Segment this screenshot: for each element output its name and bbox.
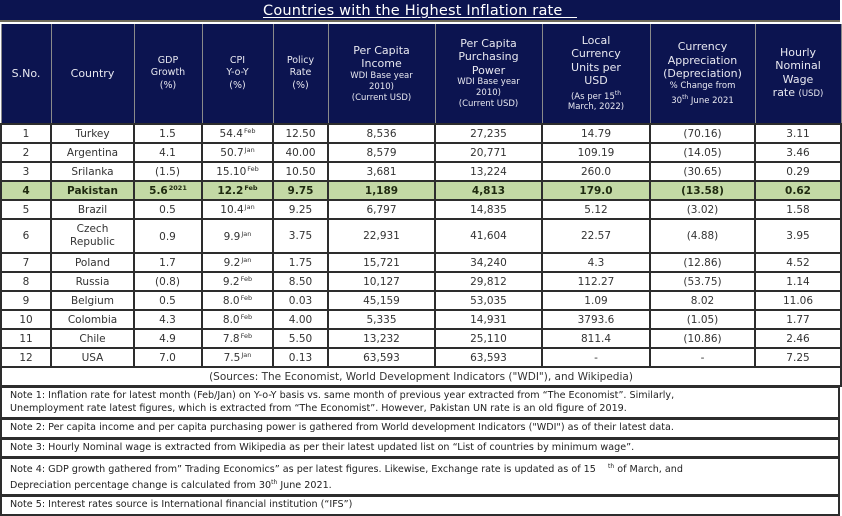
table-row xyxy=(1,162,841,181)
sources-text: (Sources: The Economist, World Development Indicators ("WDI"), and Wikipedia) xyxy=(1,367,841,386)
cell-depr: (14.05) xyxy=(650,143,755,162)
cell-pci: 8,536 xyxy=(328,124,435,143)
note-3: Note 3: Hourly Nominal wage is extracted from Wikipedia as per their latest updated list on “List of countries by minimum wage”. xyxy=(0,439,840,459)
cell-policy: 9.25 xyxy=(273,200,328,219)
cell-country: Colombia xyxy=(51,310,134,329)
cell-fx: 3793.6 xyxy=(542,310,650,329)
cell-fx: 109.19 xyxy=(542,143,650,162)
cell-gdp: $5.6^{2021}$ xyxy=(134,181,202,200)
cell-cpi: $8.0^{Feb}$ xyxy=(202,291,273,310)
cell-gdp: 7.0 xyxy=(134,348,202,367)
cell-fx: 1.09 xyxy=(542,291,650,310)
note-1: Note 1: Inflation rate for latest month (Feb/Jan) on Y-o-Y basis vs. same month of previous year extracted from “The Economist”. Similarly, Unemployment rate latest figures, which is extracted from “The Economist”. However, Pakistan UN rate is an old figure of 2019. xyxy=(0,387,840,419)
cell-wage: 3.95 xyxy=(755,219,841,253)
table-row xyxy=(1,143,841,162)
cell-wage: 7.25 xyxy=(755,348,841,367)
note-2: Note 2: Per capita income and per capita purchasing power is gathered from World development Indicators ("WDI") as of their latest data. xyxy=(0,419,840,439)
cell-wage: 2.46 xyxy=(755,329,841,348)
cell-pci: 22,931 xyxy=(328,219,435,253)
cell-fx: 22.57 xyxy=(542,219,650,253)
cell-policy: 8.50 xyxy=(273,272,328,291)
cell-wage: 0.62 xyxy=(755,181,841,200)
header-local-currency: Local Currency Units per USD (As per 15th March, 2022) xyxy=(542,24,650,124)
cell-cpi: $9.2^{Jan}$ xyxy=(202,253,273,272)
cell-gdp: 1.7 xyxy=(134,253,202,272)
cell-policy: 9.75 xyxy=(273,181,328,200)
header-gdp-growth: GDP Growth (%) xyxy=(134,24,202,124)
cell-fx: 260.0 xyxy=(542,162,650,181)
cell-gdp: 4.1 xyxy=(134,143,202,162)
cell-policy: 4.00 xyxy=(273,310,328,329)
cell-sno: 12 xyxy=(1,348,51,367)
cell-depr: (13.58) xyxy=(650,181,755,200)
cell-wage: 3.46 xyxy=(755,143,841,162)
header-policy-rate: Policy Rate (%) xyxy=(273,24,328,124)
inflation-table xyxy=(0,24,842,387)
cell-country: USA xyxy=(51,348,134,367)
cell-pci: 13,232 xyxy=(328,329,435,348)
cell-sno: 7 xyxy=(1,253,51,272)
table-row xyxy=(1,291,841,310)
page-title: Countries with the Highest Inflation rate xyxy=(263,3,563,19)
cell-sno: 6 xyxy=(1,219,51,253)
table-row xyxy=(1,124,841,143)
cell-country: Turkey xyxy=(51,124,134,143)
cell-policy: 1.75 xyxy=(273,253,328,272)
cell-cpi: $12.2^{Feb}$ xyxy=(202,181,273,200)
cell-ppp: 41,604 xyxy=(435,219,542,253)
cell-ppp: 27,235 xyxy=(435,124,542,143)
header-per-capita-income: Per Capita Income WDI Base year 2010) (Current USD) xyxy=(328,24,435,124)
table-row xyxy=(1,200,841,219)
cell-pci: 15,721 xyxy=(328,253,435,272)
note-5: Note 5: Interest rates source is International financial institution (“IFS”) xyxy=(0,496,840,516)
cell-depr: (10.86) xyxy=(650,329,755,348)
cell-fx: 179.0 xyxy=(542,181,650,200)
cell-country: Belgium xyxy=(51,291,134,310)
cell-gdp: (0.8) xyxy=(134,272,202,291)
cell-sno: 4 xyxy=(1,181,51,200)
cell-wage: 0.29 xyxy=(755,162,841,181)
cell-depr: (12.86) xyxy=(650,253,755,272)
cell-fx: 112.27 xyxy=(542,272,650,291)
cell-fx: - xyxy=(542,348,650,367)
cell-pci: 8,579 xyxy=(328,143,435,162)
cell-country: Srilanka xyxy=(51,162,134,181)
header-sno: S.No. xyxy=(1,24,51,124)
cell-policy: 0.03 xyxy=(273,291,328,310)
cell-sno: 3 xyxy=(1,162,51,181)
cell-ppp: 13,224 xyxy=(435,162,542,181)
cell-ppp: 29,812 xyxy=(435,272,542,291)
cell-cpi: $9.9^{Jan}$ xyxy=(202,219,273,253)
header-hourly-wage: Hourly Nominal Wage rate (USD) xyxy=(755,24,841,124)
cell-country: Brazil xyxy=(51,200,134,219)
cell-ppp: 63,593 xyxy=(435,348,542,367)
cell-cpi: $7.8^{Feb}$ xyxy=(202,329,273,348)
cell-cpi: $10.4^{Jan}$ xyxy=(202,200,273,219)
cell-pci: 1,189 xyxy=(328,181,435,200)
sources-row xyxy=(1,367,841,386)
cell-gdp: 4.3 xyxy=(134,310,202,329)
cell-ppp: 14,835 xyxy=(435,200,542,219)
header-purchasing-power: Per Capita Purchasing Power WDI Base year 2010) (Current USD) xyxy=(435,24,542,124)
cell-sno: 11 xyxy=(1,329,51,348)
cell-gdp: 1.5 xyxy=(134,124,202,143)
cell-fx: 5.12 xyxy=(542,200,650,219)
cell-cpi: $54.4^{Feb}$ xyxy=(202,124,273,143)
cell-country: Russia xyxy=(51,272,134,291)
cell-sno: 5 xyxy=(1,200,51,219)
cell-wage: 1.77 xyxy=(755,310,841,329)
cell-sno: 2 xyxy=(1,143,51,162)
cell-cpi: $7.5^{Jan}$ xyxy=(202,348,273,367)
cell-pci: 10,127 xyxy=(328,272,435,291)
cell-cpi: $15.10^{Feb}$ xyxy=(202,162,273,181)
cell-fx: 14.79 xyxy=(542,124,650,143)
cell-depr: (30.65) xyxy=(650,162,755,181)
cell-country: Chile xyxy=(51,329,134,348)
cell-country: Poland xyxy=(51,253,134,272)
cell-depr: (4.88) xyxy=(650,219,755,253)
cell-pci: 5,335 xyxy=(328,310,435,329)
cell-gdp: 0.5 xyxy=(134,291,202,310)
cell-depr: (70.16) xyxy=(650,124,755,143)
table-header-row xyxy=(1,24,841,124)
cell-cpi: $50.7^{Jan}$ xyxy=(202,143,273,162)
cell-ppp: 53,035 xyxy=(435,291,542,310)
cell-depr: 8.02 xyxy=(650,291,755,310)
cell-country: Czech Republic xyxy=(51,219,134,253)
table-row xyxy=(1,348,841,367)
note-4: Note 4: GDP growth gathered from” Trading Economics” as per latest figures. Likewise, Exchange rate is updated as of 15 $^{th}$ of March, and Depreciation percentage change is calculated from 30th June 2021. xyxy=(0,458,840,496)
cell-sno: 10 xyxy=(1,310,51,329)
header-country: Country xyxy=(51,24,134,124)
table-row xyxy=(1,329,841,348)
cell-policy: 12.50 xyxy=(273,124,328,143)
cell-country: Argentina xyxy=(51,143,134,162)
header-cpi: CPI Y-o-Y (%) xyxy=(202,24,273,124)
cell-country: Pakistan xyxy=(51,181,134,200)
cell-policy: 3.75 xyxy=(273,219,328,253)
cell-pci: 63,593 xyxy=(328,348,435,367)
cell-fx: 4.3 xyxy=(542,253,650,272)
table-row xyxy=(1,253,841,272)
header-currency-appreciation: Currency Appreciation (Depreciation) % Change from 30th June 2021 xyxy=(650,24,755,124)
cell-cpi: $9.2^{Feb}$ xyxy=(202,272,273,291)
cell-ppp: 25,110 xyxy=(435,329,542,348)
cell-gdp: 4.9 xyxy=(134,329,202,348)
cell-ppp: 20,771 xyxy=(435,143,542,162)
cell-fx: 811.4 xyxy=(542,329,650,348)
cell-ppp: 14,931 xyxy=(435,310,542,329)
cell-pci: 45,159 xyxy=(328,291,435,310)
cell-wage: 1.58 xyxy=(755,200,841,219)
cell-pci: 6,797 xyxy=(328,200,435,219)
cell-pci: 3,681 xyxy=(328,162,435,181)
table-row xyxy=(1,310,841,329)
notes-section xyxy=(0,387,840,516)
cell-gdp: 0.9 xyxy=(134,219,202,253)
cell-wage: 3.11 xyxy=(755,124,841,143)
cell-policy: 40.00 xyxy=(273,143,328,162)
cell-gdp: 0.5 xyxy=(134,200,202,219)
cell-depr: (1.05) xyxy=(650,310,755,329)
cell-depr: (3.02) xyxy=(650,200,755,219)
cell-policy: 5.50 xyxy=(273,329,328,348)
cell-depr: (53.75) xyxy=(650,272,755,291)
cell-sno: 9 xyxy=(1,291,51,310)
cell-wage: 1.14 xyxy=(755,272,841,291)
table-row xyxy=(1,181,841,200)
cell-sno: 8 xyxy=(1,272,51,291)
cell-gdp: (1.5) xyxy=(134,162,202,181)
table-row xyxy=(1,272,841,291)
table-row xyxy=(1,219,841,253)
cell-ppp: 4,813 xyxy=(435,181,542,200)
cell-ppp: 34,240 xyxy=(435,253,542,272)
cell-depr: - xyxy=(650,348,755,367)
title-bar xyxy=(0,0,840,22)
cell-cpi: $8.0^{Feb}$ xyxy=(202,310,273,329)
cell-sno: 1 xyxy=(1,124,51,143)
cell-wage: 11.06 xyxy=(755,291,841,310)
cell-wage: 4.52 xyxy=(755,253,841,272)
cell-policy: 0.13 xyxy=(273,348,328,367)
cell-policy: 10.50 xyxy=(273,162,328,181)
